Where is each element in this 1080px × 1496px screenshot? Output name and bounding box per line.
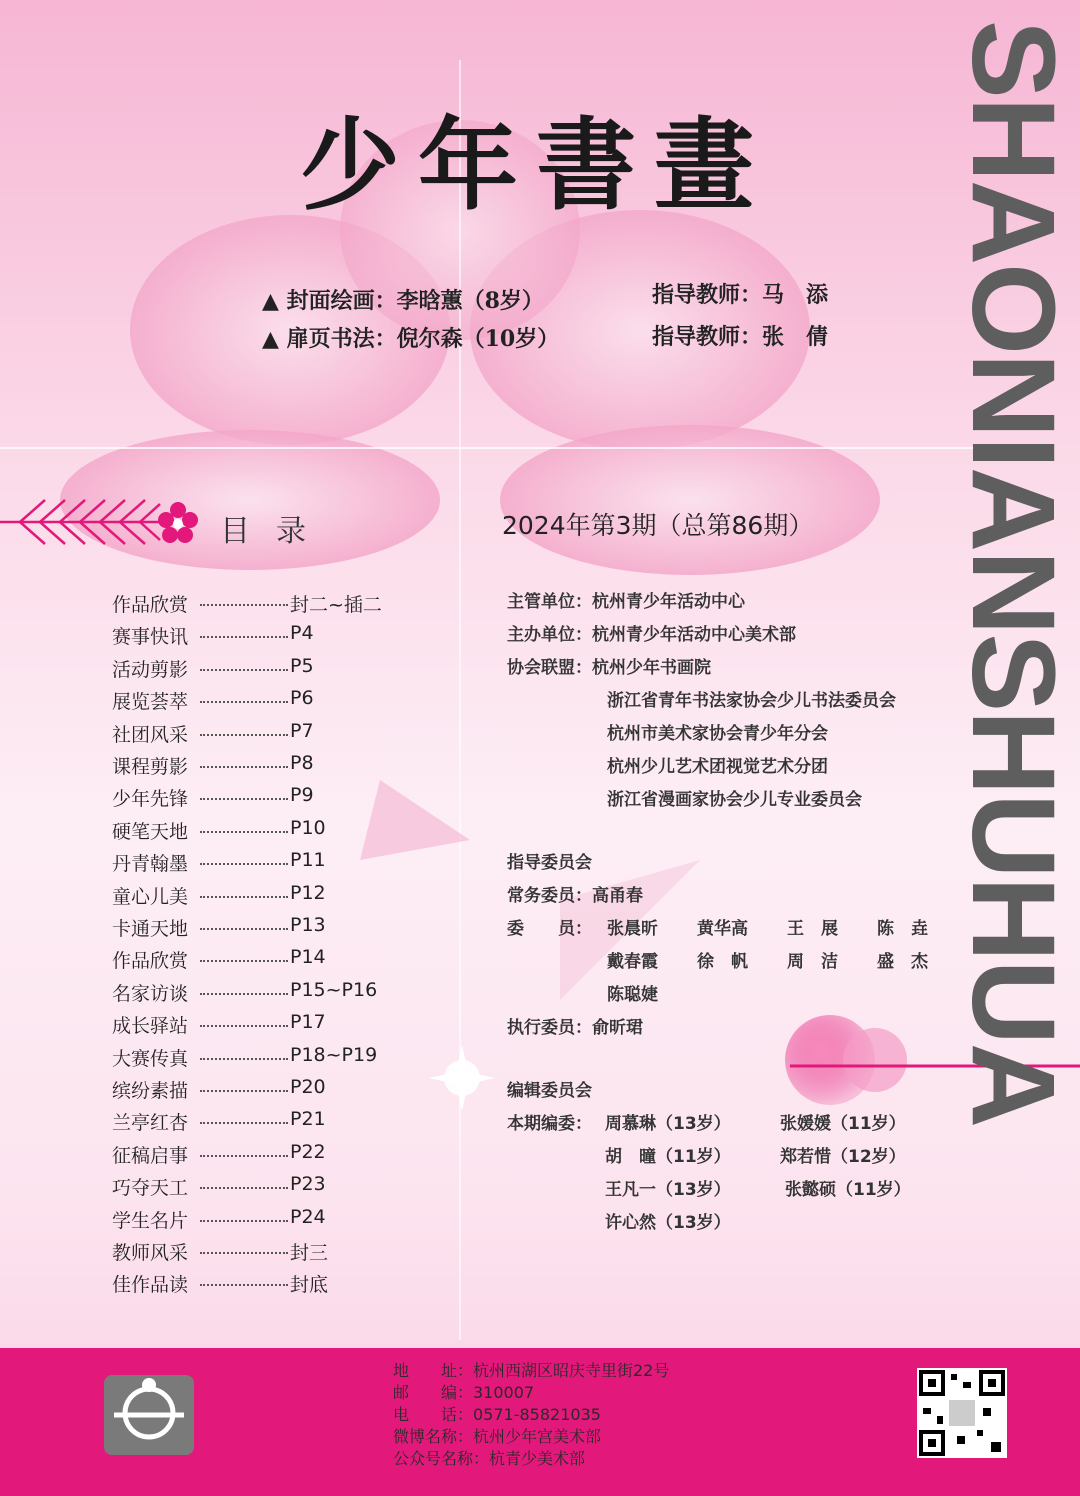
toc-leader-dots <box>200 1210 288 1222</box>
editorial-label: 本期编委： <box>507 1114 592 1134</box>
toc-leader-dots <box>200 1080 288 1092</box>
org-alliance-item: 浙江省漫画家协会少儿专业委员会 <box>607 790 862 810</box>
toc-item-name: 成长驿站 <box>112 1015 189 1038</box>
issue-number: 2024年第3期（总第86期） <box>502 511 814 540</box>
vertical-title: SHAONIANSHUHUA <box>947 20 1079 1127</box>
toc-row <box>112 1206 412 1236</box>
editor-name: 郑若惜（12岁） <box>780 1147 906 1167</box>
editor-name: 周慕琳（13岁） <box>605 1114 731 1134</box>
toc-leader-dots <box>200 788 288 800</box>
toc-row <box>112 1173 412 1203</box>
toc-row <box>112 720 412 750</box>
toc-leader-dots <box>200 1145 288 1157</box>
toc-item-name: 缤纷素描 <box>112 1080 189 1102</box>
guide-members-label: 委 员： <box>507 919 592 939</box>
toc-item-page: P11 <box>290 849 326 872</box>
org-supervisor: 主管单位：杭州青少年活动中心 <box>507 592 745 612</box>
footer-phone: 电 话：0571-85821035 <box>393 1405 601 1424</box>
footer-wechat: 公众号名称：杭青少美术部 <box>393 1449 586 1468</box>
toc-item-name: 征稿启事 <box>112 1144 189 1167</box>
qr-code-icon[interactable] <box>917 1368 1007 1458</box>
toc-row <box>112 752 412 782</box>
org-alliance-label: 协会联盟：杭州少年书画院 <box>507 658 711 678</box>
toc-item-name: 丹青翰墨 <box>112 853 189 876</box>
toc-heading: 目录 <box>220 514 332 549</box>
toc-row <box>112 946 412 976</box>
toc-item-name: 卡通天地 <box>112 918 189 940</box>
toc-row <box>112 590 412 620</box>
toc-row <box>112 655 412 685</box>
toc-leader-dots <box>200 821 288 833</box>
guide-member: 盛 杰 <box>877 952 928 972</box>
toc-leader-dots <box>200 691 288 703</box>
toc-item-name: 大赛传真 <box>112 1047 189 1070</box>
toc-item-page: P7 <box>290 719 314 742</box>
toc-leader-dots <box>200 1048 288 1060</box>
toc-item-name: 作品欣赏 <box>112 950 189 973</box>
toc-item-name: 社团风采 <box>112 723 189 746</box>
toc-item-name: 童心儿美 <box>112 885 189 908</box>
toc-row <box>112 882 412 912</box>
toc-leader-dots <box>200 918 288 930</box>
toc-item-name: 佳作品读 <box>112 1274 189 1297</box>
guide-member: 徐 帆 <box>697 952 748 972</box>
toc-leader-dots <box>200 983 288 995</box>
guide-member: 陈聪婕 <box>607 985 658 1005</box>
guide-member: 陈 垚 <box>877 919 928 939</box>
toc-row <box>112 979 412 1009</box>
toc-item-page: P22 <box>290 1140 326 1163</box>
toc-item-page: 封二~插二 <box>290 594 382 616</box>
toc-row <box>112 849 412 879</box>
toc-leader-dots <box>200 1242 288 1254</box>
toc-item-name: 赛事快讯 <box>112 626 189 649</box>
frontispiece-credit: ▲ 扉页书法：倪尔森（10岁） <box>262 326 560 352</box>
toc-row <box>112 1076 412 1106</box>
toc-item-name: 教师风采 <box>112 1242 189 1264</box>
toc-item-page: P8 <box>290 752 314 774</box>
toc-item-name: 硬笔天地 <box>112 820 189 843</box>
star-sparkle-icon <box>429 1045 495 1111</box>
toc-row <box>112 1270 412 1300</box>
toc-row <box>112 1011 412 1041</box>
toc-item-page: P13 <box>290 914 326 936</box>
org-alliance-item: 浙江省青年书法家协会少儿书法委员会 <box>607 691 896 711</box>
toc-leader-dots <box>200 1112 288 1124</box>
toc-row <box>112 1238 412 1268</box>
magazine-title: 少年書畫 <box>300 106 772 224</box>
toc-row <box>112 622 412 652</box>
toc-item-page: 封底 <box>290 1274 329 1297</box>
toc-row <box>112 687 412 717</box>
guide-heading: 指导委员会 <box>507 853 592 873</box>
toc-item-page: P21 <box>290 1108 326 1131</box>
footer-postcode: 邮 编：310007 <box>393 1383 535 1402</box>
toc-leader-dots <box>200 626 288 638</box>
toc-leader-dots <box>200 756 288 768</box>
toc-item-name: 学生名片 <box>112 1209 189 1232</box>
youth-palace-logo <box>104 1375 194 1455</box>
toc-row <box>112 1141 412 1171</box>
toc-item-page: P10 <box>290 816 326 839</box>
toc-item-page: P6 <box>290 687 314 710</box>
toc-leader-dots <box>200 886 288 898</box>
toc-item-name: 少年先锋 <box>112 788 189 811</box>
toc-item-name: 巧夺天工 <box>112 1177 189 1200</box>
org-sponsor: 主办单位：杭州青少年活动中心美术部 <box>507 625 796 645</box>
toc-item-page: P18~P19 <box>290 1043 378 1066</box>
toc-item-name: 活动剪影 <box>112 658 189 681</box>
toc-row <box>112 914 412 944</box>
guide-member: 王 展 <box>787 919 838 939</box>
cover-credit: ▲ 封面绘画：李晗蕙（8岁） <box>262 288 544 314</box>
guide-member: 黄华高 <box>697 919 748 939</box>
toc-leader-dots <box>200 1274 288 1286</box>
toc-row <box>112 784 412 814</box>
toc-leader-dots <box>200 659 288 671</box>
cover-teacher: 指导教师：马 添 <box>652 282 829 308</box>
toc-item-name: 作品欣赏 <box>112 594 189 616</box>
guide-member: 张晨昕 <box>607 919 658 939</box>
toc-item-page: P12 <box>290 881 326 904</box>
toc-item-page: P23 <box>290 1173 326 1196</box>
toc-item-name: 课程剪影 <box>112 756 189 778</box>
toc-item-name: 展览荟萃 <box>112 691 189 714</box>
toc-row <box>112 1044 412 1074</box>
editorial-heading: 编辑委员会 <box>507 1081 592 1101</box>
toc-leader-dots <box>200 1015 288 1027</box>
guide-member: 周 洁 <box>787 952 838 972</box>
frontispiece-teacher: 指导教师：张 倩 <box>652 324 829 350</box>
toc-item-name: 名家访谈 <box>112 982 189 1005</box>
toc-item-page: P17 <box>290 1011 326 1034</box>
toc-item-page: P20 <box>290 1076 326 1098</box>
toc-item-page: P9 <box>290 784 314 807</box>
toc-item-page: P24 <box>290 1205 326 1228</box>
editor-name: 王凡一（13岁） <box>605 1180 731 1200</box>
editor-name: 张媛媛（11岁） <box>780 1114 906 1134</box>
toc-item-page: P14 <box>290 946 326 969</box>
toc-item-page: 封三 <box>290 1242 329 1264</box>
toc-row <box>112 1108 412 1138</box>
toc-leader-dots <box>200 594 288 606</box>
org-alliance-item: 杭州少儿艺术团视觉艺术分团 <box>607 757 828 777</box>
toc-item-page: P5 <box>290 654 314 677</box>
guide-executive: 执行委员：俞昕珺 <box>507 1018 643 1038</box>
toc-leader-dots <box>200 1177 288 1189</box>
footer-address: 地 址：杭州西湖区昭庆寺里街22号 <box>393 1361 670 1380</box>
toc-leader-dots <box>200 724 288 736</box>
toc-leader-dots <box>200 950 288 962</box>
org-alliance-item: 杭州市美术家协会青少年分会 <box>607 724 828 744</box>
toc-leader-dots <box>200 853 288 865</box>
toc-item-page: P4 <box>290 622 314 645</box>
editor-name: 许心然（13岁） <box>605 1213 731 1233</box>
toc-item-name: 兰亭红杏 <box>112 1112 189 1135</box>
toc-row <box>112 817 412 847</box>
editor-name: 张懿硕（11岁） <box>785 1180 911 1200</box>
footer-weibo: 微博名称：杭州少年宫美术部 <box>393 1427 602 1446</box>
editor-name: 胡 曈（11岁） <box>605 1147 731 1167</box>
guide-member: 戴春霞 <box>607 952 658 972</box>
guide-standing: 常务委员：高甬春 <box>507 886 643 906</box>
toc-item-page: P15~P16 <box>290 978 378 1001</box>
